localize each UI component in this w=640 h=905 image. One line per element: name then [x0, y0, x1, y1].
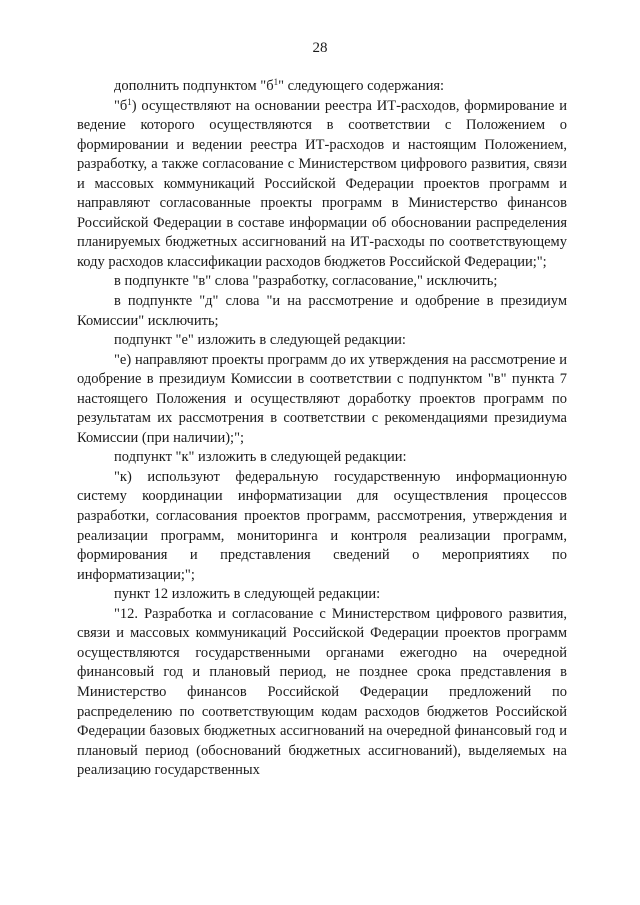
paragraph-intro-b1	[77, 77, 567, 97]
text-fragment: " следующего содержания:	[278, 78, 445, 94]
text-fragment: дополнить подпунктом "б	[114, 78, 274, 94]
superscript: 1	[127, 96, 132, 107]
paragraph-subpoint-b1	[77, 97, 567, 273]
page-number: 28	[312, 40, 328, 56]
paragraph-intro-12: пункт 12 изложить в следующей редакции:	[114, 586, 381, 603]
paragraph-intro-e: подпункт "е" изложить в следующей редакции:	[114, 332, 406, 349]
paragraph-subpoint-e: "е) направляют проекты программ до их утверждения на рассмотрение и одобрение в президиум Комиссии в соответствии с подпунктом "в" пункта 7 настоящего Положения и осуществляют доработку проектов программ по результатам их рассмотрения в соответствии с рекомендациями президиума Комиссии (при наличии);";	[77, 351, 567, 446]
text-fragment: "б	[114, 97, 128, 114]
paragraph-subpoint-k: "к) используют федеральную государственную информационную систему координации информатизации для осуществления процессов разработки, согласования проектов программ, рассмотрения, утверждения и реализации программ, мониторинга и контроля реализации программ, формирования и представления сведений о мероприятиях по информатизации;";	[77, 468, 567, 583]
document-body	[77, 77, 567, 781]
paragraph-subpoint-v-amend: в подпункте "в" слова "разработку, согласование," исключить;	[114, 273, 498, 290]
superscript: 1	[273, 77, 279, 87]
paragraph-point-12: "12. Разработка и согласование с Министерством цифрового развития, связи и массовых коммуникаций Российской Федерации проектов программ осуществляются государственными органами ежегодно на очередной финансовый год и плановый период, не позднее срока представления в Министерство финансов Российской Федерации предложений по распределению по соответствующим кодам расходов бюджетов Российской Федерации базовых бюджетных ассигнований на очередной финансовый год и плановый период (обоснований бюджетных ассигнований), выделяемых на реализацию государственных	[77, 605, 567, 779]
paragraph-subpoint-d-amend: в подпункте "д" слова "и на рассмотрение и одобрение в президиум Комиссии" исключить;	[77, 293, 567, 329]
paragraph-intro-k: подпункт "к" изложить в следующей редакции:	[114, 449, 407, 466]
text-fragment: ) осуществляют на основании реестра ИТ-расходов, формирование и ведение которого осуществляются в соответствии с Положением о формировании и ведении реестра ИТ-расходов и настоящим Положением, разработку, а также согласование с Министерством цифрового развития, связи и массовых коммуникаций Российской Федерации проектов программ и направляют согласованные проекты программ в Министерство финансов Российской Федерации в составе информации об обосновании распределения планируемых бюджетных ассигнований на ИТ-расходы по соответствующему коду расходов классификации расходов бюджетов Российской Федерации;";	[77, 97, 567, 270]
